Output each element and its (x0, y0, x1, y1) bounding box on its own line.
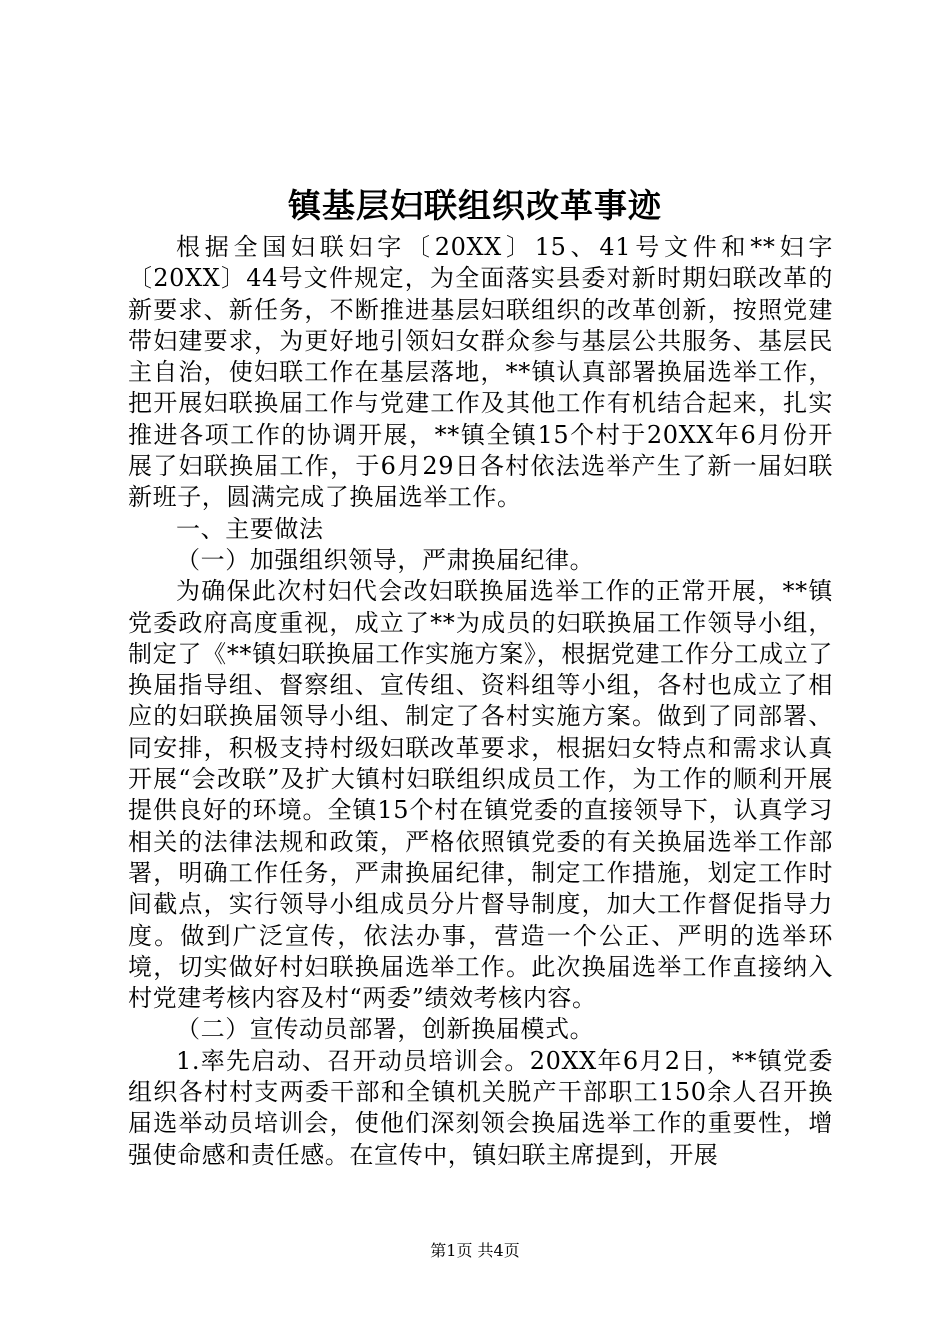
subsection-heading-2: （二）宣传动员部署，创新换届模式。 (176, 1015, 595, 1044)
document-title: 镇基层妇联组织改革事迹 (288, 186, 662, 225)
section-heading-main-practices: 一、主要做法 (176, 514, 324, 543)
page-footer: 第1页 共4页 (430, 1241, 520, 1260)
intro-paragraph: 根据全国妇联妇字〔20XX〕15、41号文件和**妇字〔20XX〕44号文件规定，为全面落实县委对新时期妇联改革的新要求、新任务，不断推进基层妇联组织的改革创新，按照党建带妇建要求，为更好地引领妇女群众参与基层公共服务、基层民主自治，使妇联工作在基层落地，**镇认真部署换届选举工作，把开展妇联换届工作与党建工作及其他工作有机结合起来，扎实推进各项工作的协调开展，**镇全镇15个村于20XX年6月份开展了妇联换届工作，于6月29日各村依法选举产生了新一届妇联新班子，圆满完成了换届选举工作。 (128, 233, 833, 512)
body-paragraph-2: 1.率先启动、召开动员培训会。20XX年6月2日，**镇党委组织各村村支两委干部和全镇机关脱产干部职工150余人召开换届选举动员培训会，使他们深刻领会换届选举工作的重要性，增强使命感和责任感。在宣传中，镇妇联主席提到，开展 (128, 1046, 833, 1169)
subsection-heading-1: （一）加强组织领导，严肃换届纪律。 (176, 545, 595, 574)
document-body (128, 232, 833, 1171)
body-paragraph-1: 为确保此次村妇代会改妇联换届选举工作的正常开展，**镇党委政府高度重视，成立了**为成员的妇联换届工作领导小组，制定了《**镇妇联换届工作实施方案》，根据党建工作分工成立了换届指导组、督察组、宣传组、资料组等小组，各村也成立了相应的妇联换届领导小组、制定了各村实施方案。做到了同部署、同安排，积极支持村级妇联改革要求，根据妇女特点和需求认真开展“会改联”及扩大镇村妇联组织成员工作，为工作的顺利开展提供良好的环境。全镇15个村在镇党委的直接领导下，认真学习相关的法律法规和政策，严格依照镇党委的有关换届选举工作部署，明确工作任务，严肃换届纪律，制定工作措施，划定工作时间截点，实行领导小组成员分片督导制度，加大工作督促指导力度。做到广泛宣传，依法办事，营造一个公正、严明的选举环境，切实做好村妇联换届选举工作。此次换届选举工作直接纳入村党建考核内容及村“两委”绩效考核内容。 (128, 577, 833, 1013)
